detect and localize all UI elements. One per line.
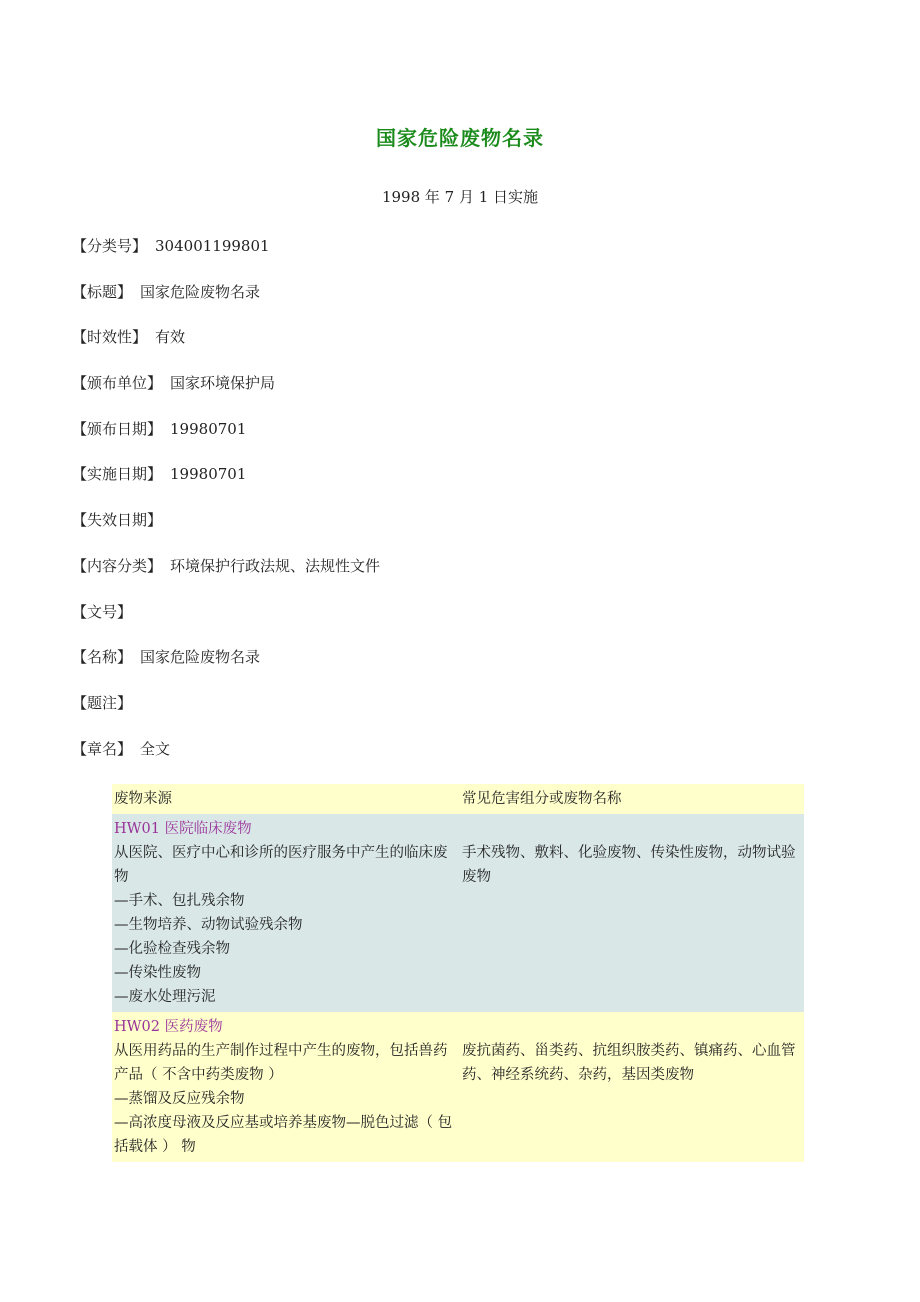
source-line: 从医院、医疗中心和诊所的医疗服务中产生的临床废物 — [114, 845, 448, 885]
effective-date-line: 1998 年 7 月 1 日实施 — [381, 188, 539, 206]
meta-value: 国家危险废物名录 — [140, 648, 261, 667]
meta-label: 【颁布日期】 — [72, 419, 163, 438]
meta-value: 304001199801 — [155, 237, 270, 255]
meta-row-chapter — [72, 735, 852, 781]
meta-row-effective-date — [72, 460, 852, 506]
source-line: —传染性废物 — [114, 965, 201, 981]
waste-table — [112, 784, 804, 1162]
meta-row-validity — [72, 323, 852, 369]
meta-row-name — [72, 643, 852, 689]
meta-label: 【文号】 — [72, 602, 133, 621]
meta-value: 全文 — [140, 739, 171, 758]
meta-row-issue-date — [72, 415, 852, 461]
meta-row-document-number — [72, 598, 852, 644]
meta-label: 【题注】 — [72, 693, 133, 712]
table-header-row — [112, 784, 804, 814]
meta-value: 19980701 — [170, 419, 247, 438]
header-waste-source: 废物来源 — [114, 791, 172, 807]
meta-label: 【时效性】 — [72, 328, 148, 347]
header-hazard-components: 常见危害组分或废物名称 — [462, 791, 622, 807]
meta-label: 【颁布单位】 — [72, 374, 163, 393]
table-row — [112, 1012, 804, 1162]
meta-label: 【内容分类】 — [72, 556, 163, 575]
meta-row-expiry-date — [72, 506, 852, 552]
components-text: 手术残物、敷料、化验废物、传染性废物，动物试验废物 — [462, 845, 796, 885]
meta-label: 【实施日期】 — [72, 465, 163, 484]
meta-label: 【失效日期】 — [72, 511, 163, 530]
meta-row-annotation — [72, 689, 852, 735]
waste-code: HW01 医院临床废物 — [114, 821, 252, 837]
waste-source-cell — [112, 814, 460, 1012]
hazard-components-cell — [460, 1012, 804, 1162]
waste-code: HW02 医药废物 — [114, 1019, 223, 1035]
source-line: —废水处理污泥 — [114, 989, 216, 1005]
meta-row-title — [72, 278, 852, 324]
meta-value: 有效 — [155, 328, 186, 347]
source-line: —化验检查残余物 — [114, 941, 230, 957]
table-row — [112, 814, 804, 1012]
meta-row-issuer — [72, 369, 852, 415]
source-line: —手术、包扎残余物 — [114, 893, 245, 909]
components-text: 废抗菌药、甾类药、抗组织胺类药、镇痛药、心血管药、神经系统药、杂药，基因类废物 — [462, 1043, 796, 1083]
metadata-list — [72, 232, 852, 780]
source-line: 从医用药品的生产制作过程中产生的废物，包括兽药产品（ 不含中药类废物 ） — [114, 1043, 448, 1083]
meta-value: 19980701 — [170, 465, 247, 484]
meta-label: 【名称】 — [72, 648, 133, 667]
source-line: —蒸馏及反应残余物 — [114, 1091, 245, 1107]
meta-row-classification — [72, 232, 852, 278]
meta-label: 【章名】 — [72, 739, 133, 758]
waste-source-cell — [112, 1012, 460, 1162]
meta-label: 【标题】 — [72, 282, 133, 301]
meta-value: 环境保护行政法规、法规性文件 — [170, 556, 381, 575]
source-line: —生物培养、动物试验残余物 — [114, 917, 303, 933]
meta-row-content-category — [72, 552, 852, 598]
document-title: 国家危险废物名录 — [376, 126, 544, 150]
meta-value: 国家危险废物名录 — [140, 282, 261, 301]
meta-value: 国家环境保护局 — [170, 374, 276, 393]
source-line: —高浓度母液及反应基或培养基废物—脱色过滤（ 包括载体 ） 物 — [114, 1115, 453, 1155]
hazard-components-cell — [460, 814, 804, 1012]
meta-label: 【分类号】 — [72, 237, 148, 255]
